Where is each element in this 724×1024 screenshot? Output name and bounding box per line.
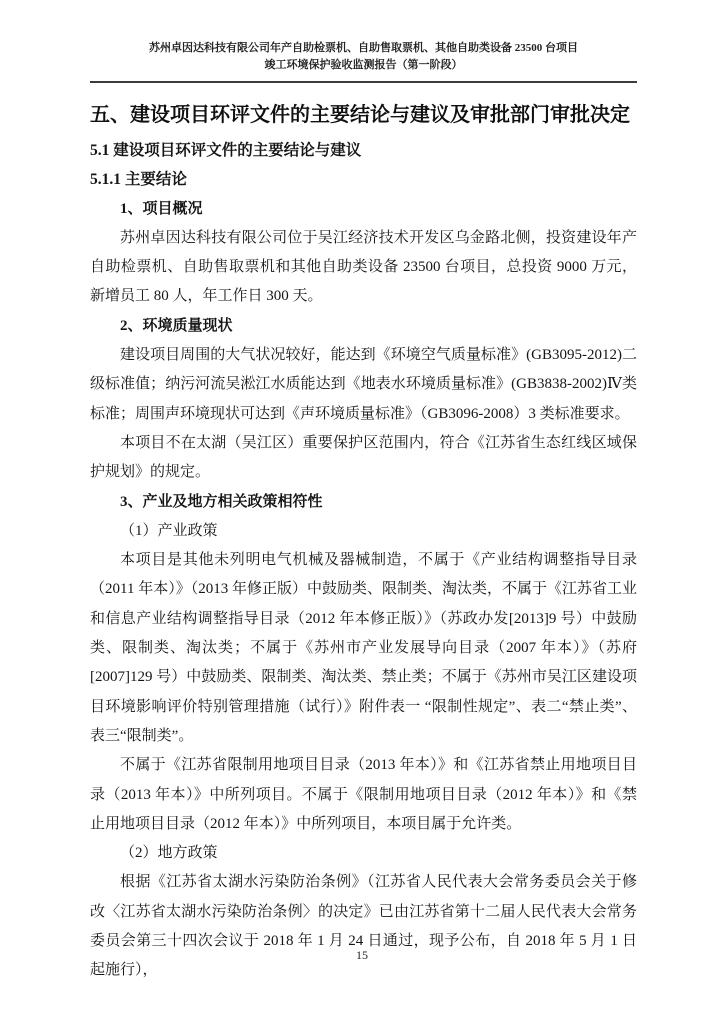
heading-5-1: 5.1 建设项目环评文件的主要结论与建议 [90,142,362,159]
page-number: 15 [356,948,368,962]
header-line-2: 竣工环境保护验收监测报告（第一阶段） [264,59,463,71]
paragraph-industrial-policy: 本项目是其他未列明电气机械及器械制造，不属于《产业结构调整指导目录（2011 年本）》（2013 年修正版）中鼓励类、限制类、淘汰类，不属于《江苏省工业和信息产业结构调整指导目录（2012 年本修正版）》（苏政办发[2013]9 号）中鼓励类、限制类、淘汰类；不属于《苏州市产业发展导向目录（2007 年本）》（苏府[2007]129 号）中鼓励类、限制类、淘汰类、禁止类；不属于《苏州市吴江区建设项目环境影响评价特别管理措施（试行）》附件表一 “限制性规定”、表二“禁止类”、表三“限制类”。 [90,552,637,744]
header-divider [90,81,637,83]
page-header [90,40,637,74]
paragraph-redline-planning: 本项目不在太湖（吴江区）重要保护区范围内，符合《江苏省生态红线区域保护规划》的规定。 [90,434,637,481]
section-title: 五、建设项目环评文件的主要结论与建议及审批部门审批决定 [90,104,630,126]
paragraph-local-policy: 根据《江苏省太湖水污染防治条例》（江苏省人民代表大会常务委员会关于修改〈江苏省太湖水污染防治条例〉的决定》已由江苏省第十二届人民代表大会常务委员会第三十四次会议于 2018 年 1 月 24 日通过，现予公布，自 2018 年 5 月 1 日起施行）， [90,874,637,979]
paragraph-project-overview: 苏州卓因达科技有限公司位于吴江经济技术开发区乌金路北侧，投资建设年产自助检票机、自助售取票机和其他自助类设备 23500 台项目，总投资 9000 万元，新增员工 80 人，年工作日 300 天。 [90,229,637,305]
paragraph-land-use-catalog: 不属于《江苏省限制用地项目目录（2013 年本）》和《江苏省禁止用地项目目录（2013 年本）》中所列项目。不属于《限制用地项目目录（2012 年本）》和《禁止用地项目目录（2012 年本）》中所列项目，本项目属于允许类。 [90,757,637,832]
paragraph-env-quality: 建设项目周围的大气状况较好，能达到《环境空气质量标准》(GB3095-2012)二级标准值；纳污河流吴淞江水质能达到《地表水环境质量标准》(GB3838-2002)Ⅳ类标准；周围声环境现状可达到《声环境质量标准》（GB3096-2008）3 类标准要求。 [90,347,637,422]
header-line-1: 苏州卓因达科技有限公司年产自助检票机、自助售取票机、其他自助类设备 23500 台项目 [149,42,578,54]
subheading-env-quality: 2、环境质量现状 [120,317,233,334]
subitem-industrial-policy: （1）产业政策 [120,522,218,539]
subitem-local-policy: （2）地方政策 [120,845,218,862]
heading-5-1-1: 5.1.1 主要结论 [90,171,187,189]
subheading-policy-compliance: 3、产业及地方相关政策相符性 [120,493,323,510]
document-body [90,136,637,986]
subheading-project-overview: 1、项目概况 [120,200,203,217]
